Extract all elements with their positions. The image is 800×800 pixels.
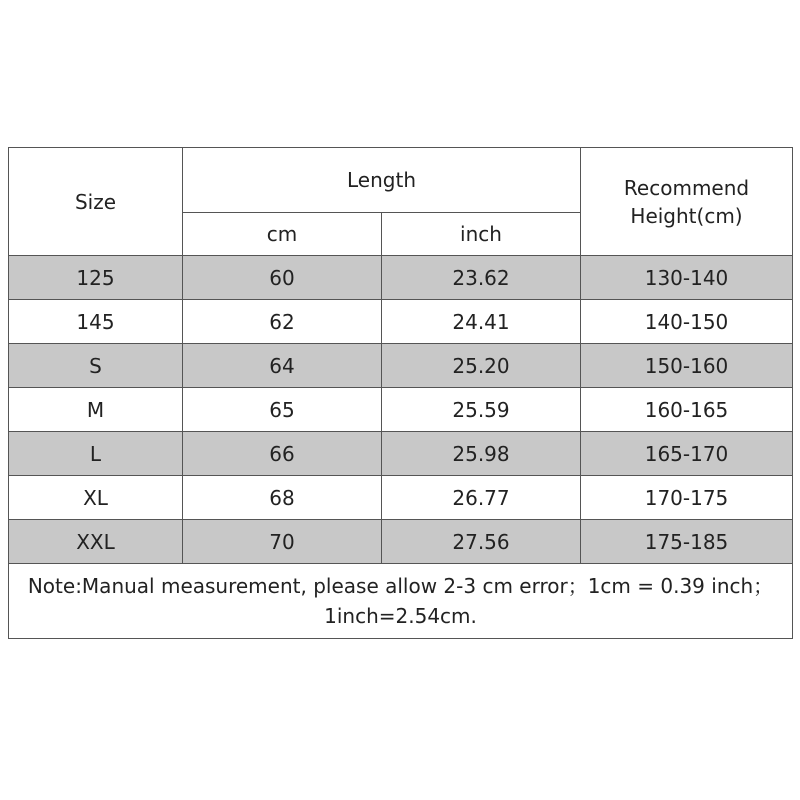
inch-cell: 27.56 (382, 520, 581, 564)
height-cell: 170-175 (581, 476, 793, 520)
cm-cell: 68 (183, 476, 382, 520)
size-cell: 125 (9, 256, 183, 300)
size-cell: S (9, 344, 183, 388)
length-column-header: Length (183, 148, 581, 213)
height-cm-label: Height(cm) (630, 203, 743, 228)
inch-cell: 26.77 (382, 476, 581, 520)
size-column-header: Size (9, 148, 183, 256)
inch-cell: 24.41 (382, 300, 581, 344)
height-cell: 140-150 (581, 300, 793, 344)
cm-cell: 66 (183, 432, 382, 476)
cm-cell: 62 (183, 300, 382, 344)
height-cell: 160-165 (581, 388, 793, 432)
inch-cell: 25.20 (382, 344, 581, 388)
cm-cell: 60 (183, 256, 382, 300)
recommend-label: Recommend (623, 175, 750, 200)
inch-cell: 23.62 (382, 256, 581, 300)
header-row (9, 148, 793, 213)
cm-cell: 70 (183, 520, 382, 564)
size-chart-table (8, 147, 793, 639)
height-cell: 130-140 (581, 256, 793, 300)
inch-cell: 25.98 (382, 432, 581, 476)
size-cell: M (9, 388, 183, 432)
measurement-note: Note:Manual measurement, please allow 2-3 cm error；1cm = 0.39 inch；1inch=2.54cm. (9, 564, 793, 639)
table-row (9, 476, 793, 520)
cm-cell: 64 (183, 344, 382, 388)
height-cell: 150-160 (581, 344, 793, 388)
height-cell: 175-185 (581, 520, 793, 564)
cm-column-header: cm (183, 213, 382, 256)
table-row (9, 256, 793, 300)
table-row (9, 432, 793, 476)
inch-column-header: inch (382, 213, 581, 256)
table-row (9, 300, 793, 344)
size-cell: XL (9, 476, 183, 520)
table-row (9, 520, 793, 564)
size-cell: L (9, 432, 183, 476)
inch-cell: 25.59 (382, 388, 581, 432)
size-cell: XXL (9, 520, 183, 564)
size-cell: 145 (9, 300, 183, 344)
note-row (9, 564, 793, 639)
table-row (9, 388, 793, 432)
table-row (9, 344, 793, 388)
recommend-height-column-header (581, 148, 793, 256)
cm-cell: 65 (183, 388, 382, 432)
height-cell: 165-170 (581, 432, 793, 476)
